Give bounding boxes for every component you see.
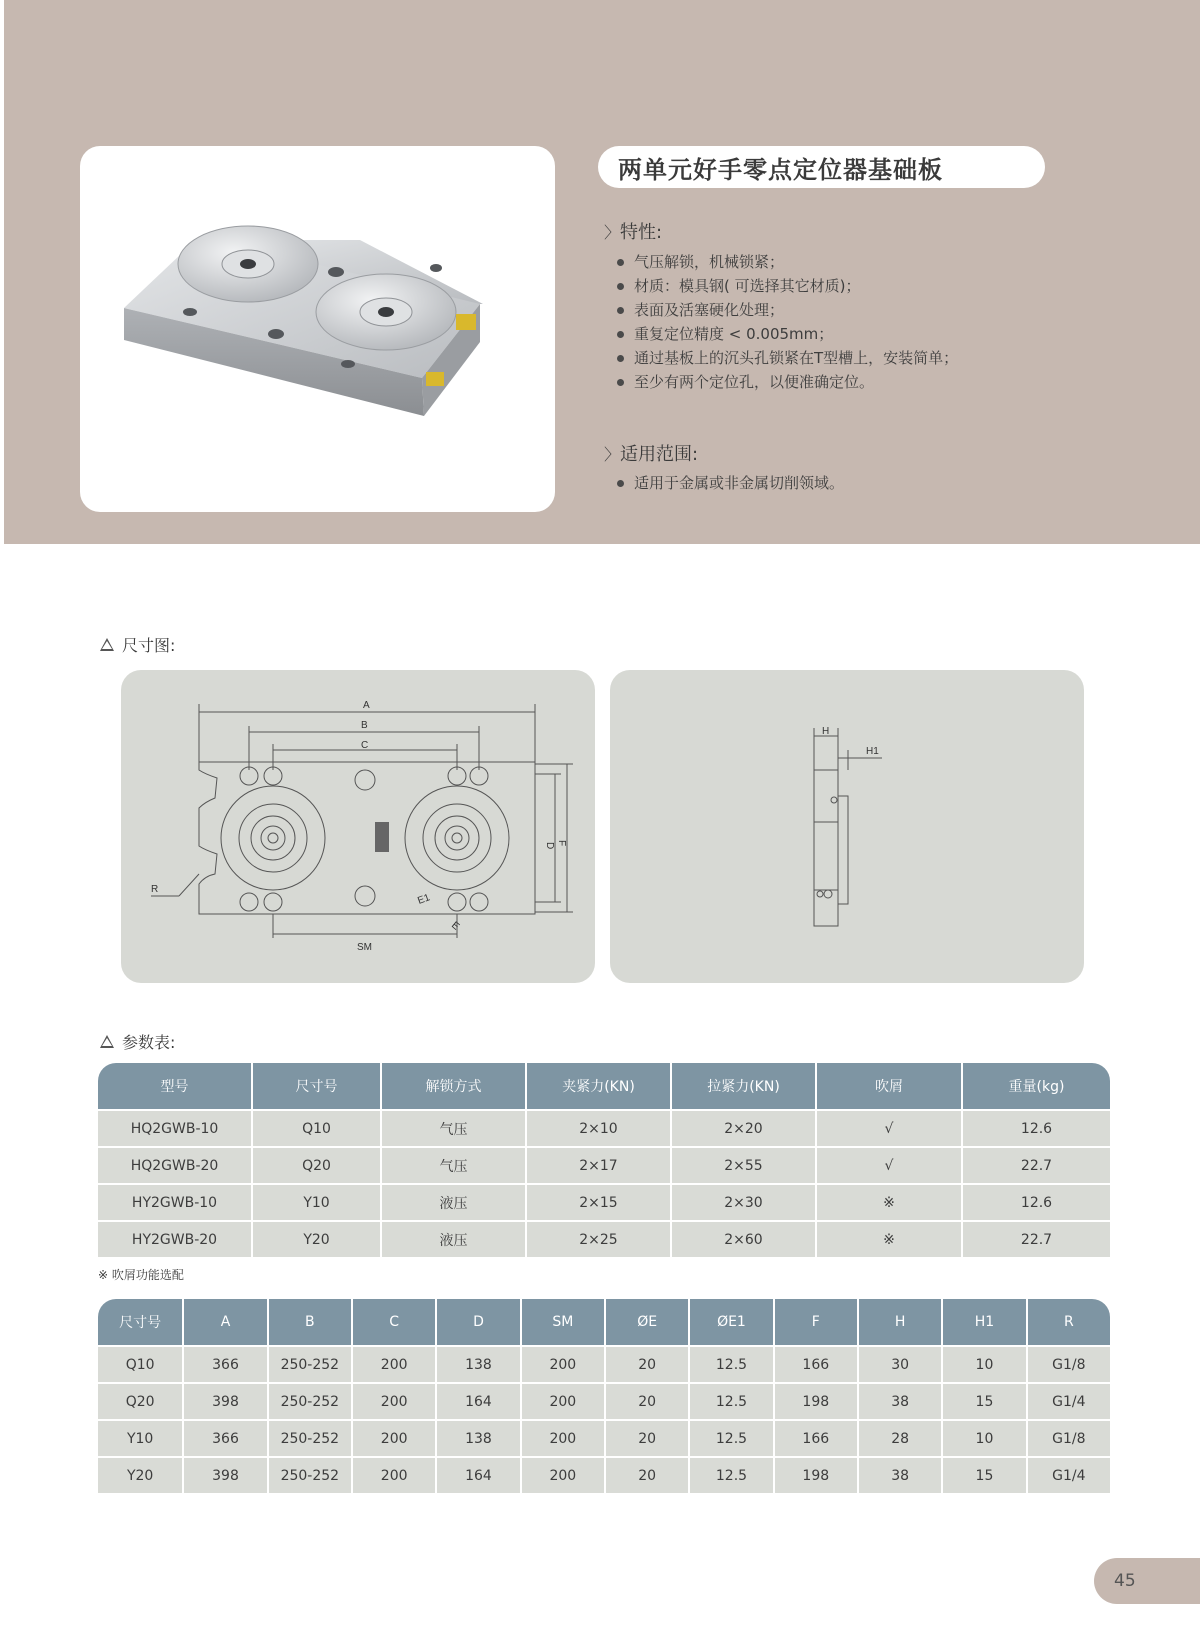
table-cell: 20 <box>606 1382 690 1419</box>
list-item: 适用于金属或非金属切削领域。 <box>617 471 844 495</box>
dimension-table <box>98 1299 1110 1493</box>
model-table <box>98 1063 1110 1257</box>
table-cell: √ <box>817 1109 963 1146</box>
dim-label-c: C <box>361 740 369 751</box>
table-row <box>98 1109 1110 1146</box>
table-cell: 164 <box>437 1456 521 1493</box>
table-cell: G1/4 <box>1028 1456 1110 1493</box>
table-cell: 12.5 <box>690 1456 774 1493</box>
table-cell: 398 <box>184 1456 268 1493</box>
table-cell: 166 <box>775 1419 859 1456</box>
table-cell: 液压 <box>382 1220 527 1257</box>
dim-label-e: E <box>449 919 462 933</box>
table-cell: 12.6 <box>963 1109 1110 1146</box>
list-item: 气压解锁，机械锁紧； <box>617 250 958 274</box>
table-header-cell: 拉紧力(KN) <box>672 1063 817 1109</box>
table-header-cell: 尺寸号 <box>253 1063 382 1109</box>
table-cell: HY2GWB-20 <box>98 1220 253 1257</box>
table-cell: Y20 <box>253 1220 382 1257</box>
features-heading: 〉特性: <box>604 222 663 243</box>
table-header-cell: 吹屑 <box>817 1063 963 1109</box>
table-cell: 2×17 <box>527 1146 672 1183</box>
table-cell: 2×10 <box>527 1109 672 1146</box>
table-cell: HQ2GWB-10 <box>98 1109 253 1146</box>
table-cell: 30 <box>859 1345 943 1382</box>
table-header-cell: 重量(kg) <box>963 1063 1110 1109</box>
table-cell: 15 <box>943 1382 1027 1419</box>
triangle-icon <box>100 638 114 651</box>
dim-label-d: D <box>544 842 555 850</box>
table-row <box>98 1146 1110 1183</box>
top-view-drawing-card <box>121 670 595 983</box>
table-header-cell: H1 <box>943 1299 1027 1345</box>
table-header-cell: C <box>353 1299 437 1345</box>
dim-label-e1: E1 <box>416 892 432 907</box>
table-cell: 250-252 <box>269 1456 353 1493</box>
table-cell: 164 <box>437 1382 521 1419</box>
table-cell: G1/8 <box>1028 1345 1110 1382</box>
table-cell: ※ <box>817 1183 963 1220</box>
top-view-drawing <box>121 670 595 983</box>
dim-label-f: F <box>556 840 567 847</box>
table-cell: 200 <box>353 1456 437 1493</box>
table-cell: 138 <box>437 1345 521 1382</box>
product-photo-card <box>80 146 555 512</box>
table-cell: 250-252 <box>269 1382 353 1419</box>
list-item: 重复定位精度 < 0.005mm； <box>617 322 958 346</box>
list-item: 材质：模具钢( 可选择其它材质)； <box>617 274 958 298</box>
dim-label-r: R <box>151 884 159 895</box>
page-title-pill <box>598 146 1045 188</box>
side-view-drawing-card <box>610 670 1084 983</box>
page-number: 45 <box>1094 1558 1200 1604</box>
table-cell: G1/4 <box>1028 1382 1110 1419</box>
dim-label-sm: SM <box>357 942 372 953</box>
table-cell: 2×55 <box>672 1146 817 1183</box>
dim-label-a: A <box>363 700 370 711</box>
table-header-cell: 型号 <box>98 1063 253 1109</box>
table-cell: 2×15 <box>527 1183 672 1220</box>
table-cell: 198 <box>775 1456 859 1493</box>
table-cell: 12.6 <box>963 1183 1110 1220</box>
table-header-row <box>98 1299 1110 1345</box>
table-header-cell: 尺寸号 <box>98 1299 184 1345</box>
table-header-cell: F <box>775 1299 859 1345</box>
table-cell: Y20 <box>98 1456 184 1493</box>
table-cell: ※ <box>817 1220 963 1257</box>
side-view-drawing <box>610 670 1084 983</box>
table-cell: 200 <box>522 1382 606 1419</box>
table-header-cell: ØE1 <box>690 1299 774 1345</box>
table-header-cell: 夹紧力(KN) <box>527 1063 672 1109</box>
application-list <box>617 471 844 495</box>
table-header-cell: R <box>1028 1299 1110 1345</box>
table-cell: 2×20 <box>672 1109 817 1146</box>
page-title: 两单元好手零点定位器基础板 <box>618 155 943 184</box>
table-cell: 250-252 <box>269 1345 353 1382</box>
table-cell: 2×25 <box>527 1220 672 1257</box>
table-cell: 气压 <box>382 1109 527 1146</box>
table-cell: 12.5 <box>690 1345 774 1382</box>
table-cell: HY2GWB-10 <box>98 1183 253 1220</box>
table-cell: HQ2GWB-20 <box>98 1146 253 1183</box>
table-header-cell: H <box>859 1299 943 1345</box>
product-photo <box>80 146 555 512</box>
table-cell: 398 <box>184 1382 268 1419</box>
param-heading: 参数表: <box>100 1030 175 1053</box>
chevron-right-icon: 〉 <box>604 445 621 464</box>
table-cell: 366 <box>184 1419 268 1456</box>
table-header-cell: 解锁方式 <box>382 1063 527 1109</box>
table-cell: 12.5 <box>690 1419 774 1456</box>
table-cell: 200 <box>353 1382 437 1419</box>
table-cell: 200 <box>353 1345 437 1382</box>
table-cell: 200 <box>522 1345 606 1382</box>
table-cell: 2×30 <box>672 1183 817 1220</box>
table-header-cell: B <box>269 1299 353 1345</box>
table-header-cell: A <box>184 1299 268 1345</box>
table-cell: 15 <box>943 1456 1027 1493</box>
table-cell: 22.7 <box>963 1220 1110 1257</box>
table-cell: √ <box>817 1146 963 1183</box>
table-cell: 2×60 <box>672 1220 817 1257</box>
table-cell: 366 <box>184 1345 268 1382</box>
table-header-row <box>98 1063 1110 1109</box>
table-cell: Q20 <box>98 1382 184 1419</box>
table-header-cell: SM <box>522 1299 606 1345</box>
chevron-right-icon: 〉 <box>604 223 621 242</box>
table-row <box>98 1382 1110 1419</box>
features-list <box>617 250 958 394</box>
table-row <box>98 1183 1110 1220</box>
table-cell: 10 <box>943 1419 1027 1456</box>
table-cell: Q10 <box>253 1109 382 1146</box>
table-cell: 20 <box>606 1456 690 1493</box>
table-cell: 20 <box>606 1345 690 1382</box>
list-item: 至少有两个定位孔，以便准确定位。 <box>617 370 958 394</box>
table-cell: 200 <box>353 1419 437 1456</box>
table-row <box>98 1345 1110 1382</box>
table-cell: 200 <box>522 1419 606 1456</box>
table-cell: Q10 <box>98 1345 184 1382</box>
table-cell: 气压 <box>382 1146 527 1183</box>
table-cell: 12.5 <box>690 1382 774 1419</box>
application-heading: 〉适用范围: <box>604 444 699 465</box>
table-cell: 22.7 <box>963 1146 1110 1183</box>
table-cell: 38 <box>859 1382 943 1419</box>
table-cell: 198 <box>775 1382 859 1419</box>
table-cell: 250-252 <box>269 1419 353 1456</box>
table-cell: Q20 <box>253 1146 382 1183</box>
table-cell: 200 <box>522 1456 606 1493</box>
dim-label-b: B <box>361 720 368 731</box>
table-footnote: ※ 吹屑功能选配 <box>98 1268 184 1282</box>
list-item: 表面及活塞硬化处理； <box>617 298 958 322</box>
table-cell: 液压 <box>382 1183 527 1220</box>
table-cell: 20 <box>606 1419 690 1456</box>
dim-label-h1: H1 <box>866 746 879 757</box>
table-cell: 28 <box>859 1419 943 1456</box>
table-cell: 166 <box>775 1345 859 1382</box>
table-cell: G1/8 <box>1028 1419 1110 1456</box>
table-cell: 38 <box>859 1456 943 1493</box>
list-item: 通过基板上的沉头孔锁紧在T型槽上，安装简单； <box>617 346 958 370</box>
table-cell: 10 <box>943 1345 1027 1382</box>
table-cell: Y10 <box>98 1419 184 1456</box>
table-header-cell: D <box>437 1299 521 1345</box>
dimension-heading: 尺寸图: <box>100 633 175 656</box>
table-cell: Y10 <box>253 1183 382 1220</box>
table-row <box>98 1456 1110 1493</box>
table-cell: 138 <box>437 1419 521 1456</box>
table-row <box>98 1419 1110 1456</box>
table-header-cell: ØE <box>606 1299 690 1345</box>
dim-label-h: H <box>822 726 830 737</box>
triangle-icon <box>100 1035 114 1048</box>
table-row <box>98 1220 1110 1257</box>
